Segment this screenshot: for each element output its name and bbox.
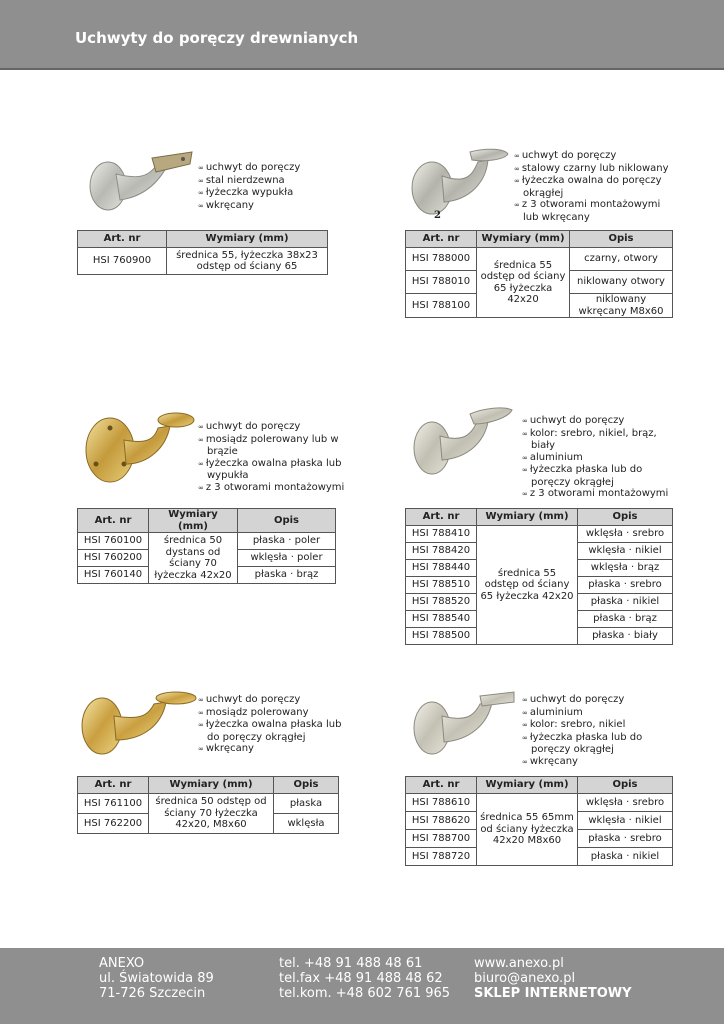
col-header-art: Art. nr — [406, 231, 477, 248]
art-number: HSI 760900 — [78, 248, 167, 275]
feature-item: ∞ łyżeczka owalna do poręczy okrągłej — [514, 175, 674, 199]
dimensions: średnica 55 65mm od ściany łyżeczka 42x20 M8x60 — [477, 794, 578, 866]
art-number: HSI 760200 — [78, 550, 149, 567]
product-6-features — [522, 694, 672, 768]
col-header-opis: Opis — [274, 777, 339, 794]
page-header — [0, 0, 724, 70]
feature-item: ∞ aluminium — [522, 707, 672, 720]
feature-item: ∞ kolor: srebro, nikiel — [522, 719, 672, 732]
feature-item: ∞ mosiądz polerowany — [198, 707, 348, 720]
website-link[interactable]: www.anexo.pl — [474, 956, 564, 971]
feature-item: ∞ łyżeczka owalna płaska lub wypukła — [198, 458, 348, 482]
product-image-black-nickel-bracket — [408, 146, 512, 222]
art-number: HSI 788500 — [406, 628, 477, 645]
product-1-table — [77, 230, 328, 275]
product-1-features — [198, 162, 300, 212]
phone: tel. +48 91 488 48 61 — [279, 956, 423, 971]
product-6-table — [405, 776, 673, 866]
col-header-dims: Wymiary (mm) — [149, 777, 274, 794]
art-number: HSI 788510 — [406, 577, 477, 594]
description: wklęsła · srebro — [578, 526, 673, 543]
col-header-art: Art. nr — [406, 509, 477, 526]
col-header-opis: Opis — [238, 509, 336, 533]
feature-item: ∞ stal nierdzewna — [198, 175, 300, 188]
description: płaska · brąz — [238, 567, 336, 584]
feature-item: ∞ z 3 otworami montażowymi lub wkręcany — [514, 199, 674, 223]
fax: tel.fax +48 91 488 48 62 — [279, 971, 443, 986]
street: ul. Światowida 89 — [99, 971, 214, 986]
art-number: HSI 762200 — [78, 814, 149, 834]
product-4-features — [522, 415, 672, 501]
col-header-opis: Opis — [578, 509, 673, 526]
art-number: HSI 788420 — [406, 543, 477, 560]
art-number: HSI 788410 — [406, 526, 477, 543]
col-header-dims: Wymiary (mm) — [167, 231, 328, 248]
product-image-brass-screw-bracket — [80, 690, 198, 758]
description: niklowany wkręcany M8x60 — [570, 294, 673, 318]
feature-item: ∞ wkręcany — [198, 743, 348, 756]
col-header-opis: Opis — [570, 231, 673, 248]
product-3-features — [198, 421, 348, 494]
description: czarny, otwory — [570, 248, 673, 271]
dimensions: średnica 50 odstęp od ściany 70 łyżeczka 42x20, M8x60 — [149, 794, 274, 834]
description: wklęsła · srebro — [578, 794, 673, 812]
feature-item: ∞ mosiądz polerowany lub w brązie — [198, 434, 348, 458]
company-name: ANEXO — [99, 956, 145, 971]
feature-item: ∞ kolor: srebro, nikiel, brąz, biały — [522, 428, 672, 452]
page-title: Uchwyty do poręczy drewnianych — [75, 29, 359, 47]
art-number: HSI 788100 — [406, 294, 477, 318]
description: płaska · nikiel — [578, 848, 673, 866]
description: niklowany otwory — [570, 271, 673, 294]
product-5-table — [77, 776, 339, 834]
feature-item: ∞ stalowy czarny lub niklowany — [514, 163, 674, 176]
shop-link[interactable]: SKLEP INTERNETOWY — [474, 986, 632, 1001]
product-3-table — [77, 508, 336, 584]
product-image-aluminium-screw-bracket — [410, 690, 520, 758]
product-5-features — [198, 694, 348, 756]
product-4-table — [405, 508, 673, 645]
art-number: HSI 788720 — [406, 848, 477, 866]
description: płaska · srebro — [578, 830, 673, 848]
feature-item: ∞ łyżeczka owalna płaska lub do poręczy okrągłej — [198, 719, 348, 743]
art-number: HSI 788700 — [406, 830, 477, 848]
feature-item: ∞ łyżeczka płaska lub do poręczy okrągłej — [522, 732, 672, 756]
art-number: HSI 760140 — [78, 567, 149, 584]
feature-item: ∞ aluminium — [522, 452, 672, 465]
description: wklęsła — [274, 814, 339, 834]
col-header-art: Art. nr — [78, 231, 167, 248]
feature-item: ∞ z 3 otworami montażowymi — [198, 482, 348, 495]
description: płaska · biały — [578, 628, 673, 645]
description: wklęsła · nikiel — [578, 812, 673, 830]
footer-phones — [279, 956, 450, 1001]
page-footer — [0, 948, 724, 1024]
dimensions: średnica 55, łyżeczka 38x23 odstęp od ściany 65 — [167, 248, 328, 275]
art-number: HSI 788540 — [406, 611, 477, 628]
product-image-steel-bracket — [86, 150, 198, 220]
description: płaska · nikiel — [578, 594, 673, 611]
product-2-features — [514, 150, 674, 223]
feature-item: ∞ wkręcany — [198, 200, 300, 213]
col-header-dims: Wymiary (mm) — [149, 509, 238, 533]
art-number: HSI 788010 — [406, 271, 477, 294]
feature-item: ∞ łyżeczka wypukła — [198, 187, 300, 200]
art-number: HSI 788620 — [406, 812, 477, 830]
description: wklęsła · poler — [238, 550, 336, 567]
description: płaska · brąz — [578, 611, 673, 628]
feature-item: ∞ łyżeczka płaska lub do poręczy okrągłej — [522, 464, 672, 488]
footer-address — [99, 956, 214, 1001]
col-header-art: Art. nr — [78, 509, 149, 533]
art-number: HSI 788000 — [406, 248, 477, 271]
description: płaska · poler — [238, 533, 336, 550]
art-number: HSI 788440 — [406, 560, 477, 577]
feature-item: ∞ z 3 otworami montażowymi — [522, 488, 672, 501]
product-image-aluminium-bracket — [410, 406, 516, 478]
product-2-table — [405, 230, 673, 318]
col-header-art: Art. nr — [78, 777, 149, 794]
art-number: HSI 760100 — [78, 533, 149, 550]
col-header-dims: Wymiary (mm) — [477, 777, 578, 794]
description: płaska · srebro — [578, 577, 673, 594]
art-number: HSI 788610 — [406, 794, 477, 812]
email-link[interactable]: biuro@anexo.pl — [474, 971, 576, 986]
description: wklęsła · nikiel — [578, 543, 673, 560]
feature-item: ∞ wkręcany — [522, 756, 672, 769]
feature-item: ∞ uchwyt do poręczy — [198, 162, 300, 175]
col-header-art: Art. nr — [406, 777, 477, 794]
col-header-dims: Wymiary (mm) — [477, 231, 570, 248]
feature-item: ∞ uchwyt do poręczy — [522, 694, 672, 707]
dimensions: średnica 55 odstęp od ściany 65 łyżeczka 42x20 — [477, 526, 578, 645]
dimensions: średnica 50 dystans od ściany 70 łyżeczka 42x20 — [149, 533, 238, 584]
image-label: 2 — [434, 210, 441, 221]
feature-item: ∞ uchwyt do poręczy — [198, 421, 348, 434]
col-header-opis: Opis — [578, 777, 673, 794]
city: 71-726 Szczecin — [99, 986, 206, 1001]
product-image-brass-bracket — [84, 410, 196, 486]
feature-item: ∞ uchwyt do poręczy — [198, 694, 348, 707]
mobile: tel.kom. +48 602 761 965 — [279, 986, 451, 1001]
feature-item: ∞ uchwyt do poręczy — [514, 150, 674, 163]
dimensions: średnica 55 odstęp od ściany 65 łyżeczka 42x20 — [477, 248, 570, 318]
col-header-dims: Wymiary (mm) — [477, 509, 578, 526]
art-number: HSI 788520 — [406, 594, 477, 611]
feature-item: ∞ uchwyt do poręczy — [522, 415, 672, 428]
footer-web — [474, 956, 632, 1001]
art-number: HSI 761100 — [78, 794, 149, 814]
description: wklęsła · brąz — [578, 560, 673, 577]
description: płaska — [274, 794, 339, 814]
